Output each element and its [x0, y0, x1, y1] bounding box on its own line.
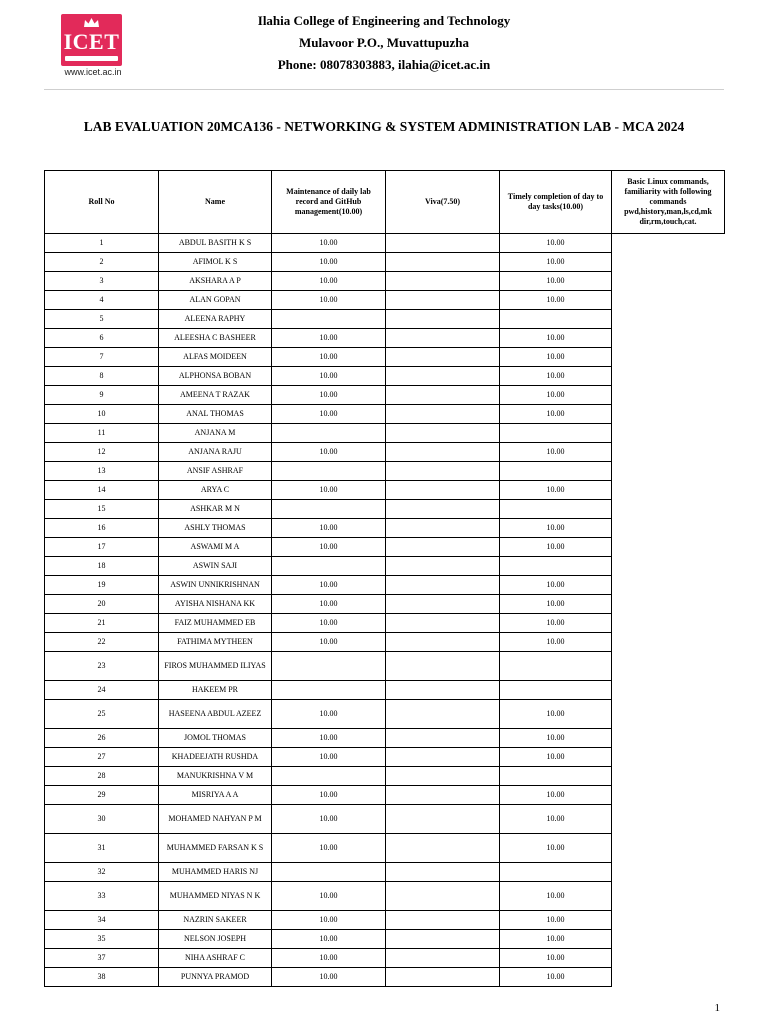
cell-viva	[386, 882, 500, 911]
cell-record	[272, 652, 386, 681]
cell-timely: 10.00	[500, 576, 612, 595]
cell-viva	[386, 595, 500, 614]
table-header-row	[45, 171, 725, 234]
cell-name: ASHKAR M N	[159, 500, 272, 519]
cell-roll-no: 12	[45, 443, 159, 462]
col-header-timely: Timely completion of day to day tasks(10.00)	[500, 171, 612, 234]
cell-viva	[386, 911, 500, 930]
cell-viva	[386, 729, 500, 748]
cell-name: AYISHA NISHANA KK	[159, 595, 272, 614]
cell-name: ALPHONSA BOBAN	[159, 367, 272, 386]
cell-timely: 10.00	[500, 949, 612, 968]
cell-timely: 10.00	[500, 614, 612, 633]
cell-record: 10.00	[272, 272, 386, 291]
cell-name: KHADEEJATH RUSHDA	[159, 748, 272, 767]
col-header-roll-no: Roll No	[45, 171, 159, 234]
col-header-viva: Viva(7.50)	[386, 171, 500, 234]
table-row	[45, 863, 725, 882]
cell-timely: 10.00	[500, 253, 612, 272]
cell-viva	[386, 424, 500, 443]
cell-timely	[500, 500, 612, 519]
cell-record	[272, 462, 386, 481]
cell-timely: 10.00	[500, 968, 612, 987]
cell-record: 10.00	[272, 834, 386, 863]
cell-viva	[386, 681, 500, 700]
cell-record: 10.00	[272, 576, 386, 595]
cell-roll-no: 6	[45, 329, 159, 348]
header-divider	[44, 89, 724, 90]
cell-name: ASHLY THOMAS	[159, 519, 272, 538]
table-row	[45, 805, 725, 834]
table-row	[45, 348, 725, 367]
cell-roll-no: 15	[45, 500, 159, 519]
cell-name: ALEESHA C BASHEER	[159, 329, 272, 348]
logo-text: ICET	[63, 29, 120, 54]
cell-roll-no: 9	[45, 386, 159, 405]
cell-roll-no: 28	[45, 767, 159, 786]
table-row	[45, 576, 725, 595]
cell-roll-no: 8	[45, 367, 159, 386]
college-address: Mulavoor P.O., Muvattupuzha	[298, 35, 470, 50]
cell-roll-no: 22	[45, 633, 159, 652]
cell-record: 10.00	[272, 786, 386, 805]
cell-record	[272, 767, 386, 786]
cell-viva	[386, 633, 500, 652]
cell-viva	[386, 930, 500, 949]
cell-name: ASWIN UNNIKRISHNAN	[159, 576, 272, 595]
cell-roll-no: 13	[45, 462, 159, 481]
cell-record: 10.00	[272, 386, 386, 405]
college-contact: Phone: 08078303883, ilahia@icet.ac.in	[277, 57, 491, 72]
cell-timely	[500, 462, 612, 481]
cell-record	[272, 310, 386, 329]
table-row	[45, 614, 725, 633]
cell-name: FATHIMA MYTHEEN	[159, 633, 272, 652]
cell-viva	[386, 405, 500, 424]
cell-viva	[386, 367, 500, 386]
cell-name: MUHAMMED HARIS NJ	[159, 863, 272, 882]
table-row	[45, 500, 725, 519]
cell-timely: 10.00	[500, 930, 612, 949]
col-header-name: Name	[159, 171, 272, 234]
cell-viva	[386, 767, 500, 786]
cell-timely: 10.00	[500, 729, 612, 748]
table-row	[45, 291, 725, 310]
cell-roll-no: 14	[45, 481, 159, 500]
table-row	[45, 443, 725, 462]
table-row	[45, 557, 725, 576]
cell-name: NAZRIN SAKEER	[159, 911, 272, 930]
table-row	[45, 834, 725, 863]
page-title: LAB EVALUATION 20MCA136 - NETWORKING & SYSTEM ADMINISTRATION LAB - MCA 2024	[83, 119, 685, 134]
cell-timely: 10.00	[500, 234, 612, 253]
table-row	[45, 424, 725, 443]
cell-name: ARYA C	[159, 481, 272, 500]
cell-record: 10.00	[272, 443, 386, 462]
cell-viva	[386, 462, 500, 481]
cell-record: 10.00	[272, 633, 386, 652]
cell-viva	[386, 272, 500, 291]
cell-record: 10.00	[272, 367, 386, 386]
cell-roll-no: 10	[45, 405, 159, 424]
page-number: 1	[714, 1002, 720, 1014]
table-row	[45, 767, 725, 786]
cell-record: 10.00	[272, 949, 386, 968]
cell-viva	[386, 700, 500, 729]
cell-roll-no: 23	[45, 652, 159, 681]
cell-record	[272, 863, 386, 882]
cell-viva	[386, 949, 500, 968]
cell-record: 10.00	[272, 748, 386, 767]
cell-viva	[386, 557, 500, 576]
cell-name: ALEENA RAPHY	[159, 310, 272, 329]
cell-roll-no: 26	[45, 729, 159, 748]
cell-timely: 10.00	[500, 911, 612, 930]
cell-name: ALFAS MOIDEEN	[159, 348, 272, 367]
cell-viva	[386, 652, 500, 681]
cell-record: 10.00	[272, 968, 386, 987]
table-row	[45, 748, 725, 767]
table-row	[45, 519, 725, 538]
cell-timely	[500, 310, 612, 329]
table-row	[45, 253, 725, 272]
cell-name: NELSON JOSEPH	[159, 930, 272, 949]
cell-record	[272, 424, 386, 443]
cell-timely	[500, 557, 612, 576]
evaluation-table	[44, 170, 725, 987]
cell-name: ANJANA RAJU	[159, 443, 272, 462]
cell-record	[272, 500, 386, 519]
cell-roll-no: 4	[45, 291, 159, 310]
cell-roll-no: 1	[45, 234, 159, 253]
cell-record: 10.00	[272, 595, 386, 614]
cell-record: 10.00	[272, 291, 386, 310]
cell-name: ALAN GOPAN	[159, 291, 272, 310]
cell-roll-no: 30	[45, 805, 159, 834]
cell-roll-no: 19	[45, 576, 159, 595]
cell-viva	[386, 519, 500, 538]
cell-roll-no: 24	[45, 681, 159, 700]
cell-record: 10.00	[272, 348, 386, 367]
cell-name: HAKEEM PR	[159, 681, 272, 700]
cell-timely: 10.00	[500, 405, 612, 424]
table-row	[45, 911, 725, 930]
cell-timely: 10.00	[500, 538, 612, 557]
cell-record: 10.00	[272, 614, 386, 633]
cell-roll-no: 29	[45, 786, 159, 805]
logo-url: www.icet.ac.in	[64, 67, 122, 77]
table-row	[45, 538, 725, 557]
cell-name: AMEENA T RAZAK	[159, 386, 272, 405]
cell-roll-no: 16	[45, 519, 159, 538]
cell-timely: 10.00	[500, 519, 612, 538]
cell-name: ANSIF ASHRAF	[159, 462, 272, 481]
cell-viva	[386, 386, 500, 405]
cell-viva	[386, 786, 500, 805]
cell-roll-no: 20	[45, 595, 159, 614]
cell-name: MOHAMED NAHYAN P M	[159, 805, 272, 834]
table-row	[45, 367, 725, 386]
cell-timely: 10.00	[500, 700, 612, 729]
cell-record: 10.00	[272, 405, 386, 424]
cell-name: MISRIYA A A	[159, 786, 272, 805]
cell-timely: 10.00	[500, 443, 612, 462]
cell-name: FAIZ MUHAMMED EB	[159, 614, 272, 633]
cell-name: MANUKRISHNA V M	[159, 767, 272, 786]
cell-name: MUHAMMED NIYAS N K	[159, 882, 272, 911]
cell-timely: 10.00	[500, 386, 612, 405]
table-row	[45, 405, 725, 424]
cell-viva	[386, 968, 500, 987]
cell-record: 10.00	[272, 911, 386, 930]
college-name: Ilahia College of Engineering and Technology	[257, 13, 511, 28]
table-row	[45, 949, 725, 968]
cell-timely: 10.00	[500, 272, 612, 291]
cell-viva	[386, 329, 500, 348]
cell-roll-no: 7	[45, 348, 159, 367]
cell-record: 10.00	[272, 700, 386, 729]
cell-record	[272, 681, 386, 700]
cell-roll-no: 2	[45, 253, 159, 272]
cell-record: 10.00	[272, 729, 386, 748]
cell-name: AFIMOL K S	[159, 253, 272, 272]
cell-timely: 10.00	[500, 748, 612, 767]
cell-roll-no: 38	[45, 968, 159, 987]
cell-name: ASWAMI M A	[159, 538, 272, 557]
cell-timely	[500, 767, 612, 786]
cell-timely: 10.00	[500, 291, 612, 310]
table-row	[45, 930, 725, 949]
cell-timely: 10.00	[500, 805, 612, 834]
cell-roll-no: 34	[45, 911, 159, 930]
cell-roll-no: 11	[45, 424, 159, 443]
cell-viva	[386, 253, 500, 272]
table-row	[45, 968, 725, 987]
col-header-linux: Basic Linux commands, familiarity with following commands pwd,history,man,ls,cd,mk dir,rm,touch,cat.	[612, 171, 725, 234]
table-row	[45, 633, 725, 652]
table-row	[45, 729, 725, 748]
cell-roll-no: 17	[45, 538, 159, 557]
cell-roll-no: 32	[45, 863, 159, 882]
cell-roll-no: 31	[45, 834, 159, 863]
cell-timely: 10.00	[500, 882, 612, 911]
cell-record: 10.00	[272, 253, 386, 272]
cell-timely: 10.00	[500, 348, 612, 367]
cell-roll-no: 21	[45, 614, 159, 633]
table-row	[45, 386, 725, 405]
cell-record: 10.00	[272, 805, 386, 834]
cell-timely	[500, 424, 612, 443]
cell-viva	[386, 538, 500, 557]
cell-viva	[386, 834, 500, 863]
table-row	[45, 652, 725, 681]
cell-record	[272, 557, 386, 576]
cell-timely: 10.00	[500, 367, 612, 386]
table-row	[45, 481, 725, 500]
cell-roll-no: 18	[45, 557, 159, 576]
cell-roll-no: 33	[45, 882, 159, 911]
cell-viva	[386, 234, 500, 253]
cell-viva	[386, 310, 500, 329]
cell-timely: 10.00	[500, 786, 612, 805]
col-header-record: Maintenance of daily lab record and GitHub management(10.00)	[272, 171, 386, 234]
cell-timely: 10.00	[500, 633, 612, 652]
cell-name: ABDUL BASITH K S	[159, 234, 272, 253]
cell-viva	[386, 805, 500, 834]
cell-timely	[500, 681, 612, 700]
cell-viva	[386, 291, 500, 310]
cell-name: JOMOL THOMAS	[159, 729, 272, 748]
cell-roll-no: 5	[45, 310, 159, 329]
cell-name: MUHAMMED FARSAN K S	[159, 834, 272, 863]
cell-record: 10.00	[272, 882, 386, 911]
table-row	[45, 681, 725, 700]
cell-viva	[386, 748, 500, 767]
cell-viva	[386, 481, 500, 500]
cell-record: 10.00	[272, 234, 386, 253]
cell-name: ANAL THOMAS	[159, 405, 272, 424]
table-row	[45, 595, 725, 614]
cell-viva	[386, 348, 500, 367]
cell-viva	[386, 576, 500, 595]
cell-record: 10.00	[272, 329, 386, 348]
cell-roll-no: 25	[45, 700, 159, 729]
table-row	[45, 234, 725, 253]
table-body	[45, 234, 725, 987]
table-row	[45, 272, 725, 291]
cell-viva	[386, 443, 500, 462]
cell-record: 10.00	[272, 481, 386, 500]
table-row	[45, 700, 725, 729]
cell-roll-no: 3	[45, 272, 159, 291]
cell-roll-no: 27	[45, 748, 159, 767]
cell-timely: 10.00	[500, 329, 612, 348]
cell-record: 10.00	[272, 538, 386, 557]
table-row	[45, 882, 725, 911]
cell-name: ASWIN SAJI	[159, 557, 272, 576]
cell-timely	[500, 652, 612, 681]
cell-viva	[386, 863, 500, 882]
table-row	[45, 329, 725, 348]
cell-name: ANJANA M	[159, 424, 272, 443]
cell-record: 10.00	[272, 930, 386, 949]
cell-viva	[386, 614, 500, 633]
cell-name: HASEENA ABDUL AZEEZ	[159, 700, 272, 729]
cell-timely: 10.00	[500, 595, 612, 614]
cell-viva	[386, 500, 500, 519]
cell-timely: 10.00	[500, 834, 612, 863]
table-row	[45, 462, 725, 481]
table-row	[45, 786, 725, 805]
cell-name: AKSHARA A P	[159, 272, 272, 291]
cell-timely	[500, 863, 612, 882]
cell-name: FIROS MUHAMMED ILIYAS	[159, 652, 272, 681]
cell-roll-no: 35	[45, 930, 159, 949]
cell-name: PUNNYA PRAMOD	[159, 968, 272, 987]
cell-timely: 10.00	[500, 481, 612, 500]
table-row	[45, 310, 725, 329]
cell-roll-no: 37	[45, 949, 159, 968]
cell-record: 10.00	[272, 519, 386, 538]
cell-name: NIHA ASHRAF C	[159, 949, 272, 968]
